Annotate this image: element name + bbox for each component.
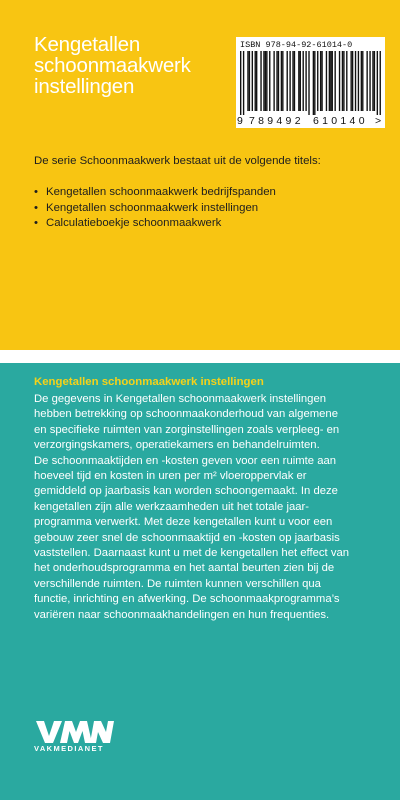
ean-quiet-zone-mark: >: [375, 115, 382, 127]
barcode-bar: [334, 51, 335, 111]
barcode-bar: [266, 51, 267, 111]
barcode-bar: [361, 51, 362, 111]
barcode-bar: [273, 51, 274, 111]
barcode-bar: [255, 51, 256, 111]
barcode-bar: [305, 51, 306, 111]
isbn-barcode: [236, 37, 385, 128]
description-line: hebben betrekking op schoonmaakonderhoud van algemene: [34, 408, 338, 421]
barcode-bar: [249, 51, 250, 111]
series-intro: De serie Schoonmaakwerk bestaat uit de volgende titels:: [34, 155, 321, 167]
book-title-line: Kengetallen: [34, 33, 141, 56]
description-line: en specifieke ruimten van zorginstellingen zoals verpleeg- en: [34, 423, 340, 436]
barcode-bar: [358, 51, 359, 111]
description-line: hoeveel tijd en kosten in uren per m² vloeroppervlak er: [34, 470, 307, 483]
barcode-bar: [355, 51, 356, 111]
list-item: • Kengetallen schoonmaakwerk instellingen: [34, 201, 276, 217]
description-line: verschillende ruimten. De ruimten kunnen verschillen qua: [34, 577, 321, 590]
barcode-bar: [314, 51, 315, 115]
barcode-bar: [281, 51, 282, 111]
ean-right-group: 610140: [313, 115, 368, 127]
barcode-bar: [317, 51, 318, 111]
description-line: kengetallen zijn alle werkzaamheden uit het totale jaar-: [34, 500, 310, 513]
book-title-line: schoonmaakwerk: [34, 54, 191, 77]
barcode-bar: [260, 51, 261, 111]
barcode-bar: [247, 51, 248, 111]
barcode-bar: [350, 51, 351, 111]
description-line: verzorgingskamers, operatiekamers en behandelruimten.: [34, 439, 320, 452]
barcode-bar: [343, 51, 344, 111]
book-title-line: instellingen: [34, 75, 135, 98]
yellow-panel: [0, 0, 400, 350]
description-line: De gegevens in Kengetallen schoonmaakwerk instellingen: [34, 393, 327, 405]
barcode-icon: [240, 51, 381, 115]
barcode-bar: [352, 51, 353, 111]
list-item: • Kengetallen schoonmaakwerk bedrijfspanden: [34, 185, 276, 201]
description-line: gebouw zeer snel de schoonmaaktijd en -kosten op jaarbasis: [34, 531, 340, 544]
barcode-bar: [321, 51, 322, 111]
barcode-bar: [346, 51, 347, 111]
barcode-bar: [369, 51, 370, 111]
barcode-bar: [287, 51, 288, 111]
series-list: [34, 185, 276, 232]
divider: [0, 350, 400, 363]
barcode-bar: [303, 51, 304, 111]
barcode-bar: [289, 51, 290, 111]
description-line: vaststellen. Daarnaast kunt u met de kengetallen het effect van: [34, 547, 350, 560]
barcode-bar: [256, 51, 257, 111]
barcode-bar: [339, 51, 340, 111]
ean-left-group: 789492: [249, 115, 304, 127]
barcode-bar: [330, 51, 331, 111]
barcode-bar: [300, 51, 301, 111]
barcode-bar: [320, 51, 321, 111]
barcode-bar: [377, 51, 378, 115]
barcode-bar: [308, 51, 309, 115]
barcode-bar: [374, 51, 375, 111]
barcode-bar: [265, 51, 266, 111]
barcode-bar: [372, 51, 373, 111]
barcode-bar: [282, 51, 283, 111]
ean-first-digit: 9: [237, 115, 243, 127]
description-heading: Kengetallen schoonmaakwerk instellingen: [34, 376, 264, 388]
book-title: [34, 34, 234, 97]
description-line: gemiddeld op jaarbasis kan worden schoongemaakt. In deze: [34, 485, 338, 498]
barcode-bar: [278, 51, 279, 111]
barcode-bar: [294, 51, 295, 111]
description-body: [34, 392, 380, 623]
barcode-bar: [243, 51, 244, 115]
description-line: variëren naar schoonmaakhandelingen en hun frequenties.: [34, 608, 330, 621]
barcode-bar: [269, 51, 270, 111]
description-line: functie, inrichting en afwerking. De schoonmaakprogramma’s: [34, 593, 340, 606]
barcode-bar: [298, 51, 299, 111]
barcode-bar: [329, 51, 330, 111]
barcode-bar: [380, 51, 381, 115]
barcode-bar: [292, 51, 293, 111]
barcode-bar: [366, 51, 367, 111]
barcode-bar: [240, 51, 241, 115]
barcode-bar: [362, 51, 363, 111]
isbn-number: ISBN 978-94-92-61014-0: [240, 40, 353, 50]
barcode-bar: [342, 51, 343, 111]
list-item: • Calculatieboekje schoonmaakwerk: [34, 216, 276, 232]
description-line: programma verwerkt. Met deze kengetallen kunt u voor een: [34, 516, 333, 529]
description-line: het onderhoudsprogramma en het aantal beurten zien bij de: [34, 562, 335, 575]
barcode-bar: [263, 51, 264, 111]
barcode-bar: [252, 51, 253, 111]
description-line: De schoonmaaktijden en -kosten geven voor een ruimte aan: [34, 454, 337, 467]
barcode-bar: [332, 51, 333, 111]
barcode-bar: [276, 51, 277, 111]
barcode-bar: [326, 51, 327, 111]
publisher-tagline: VAKMEDIANET: [34, 744, 104, 753]
barcode-bar: [313, 51, 314, 115]
